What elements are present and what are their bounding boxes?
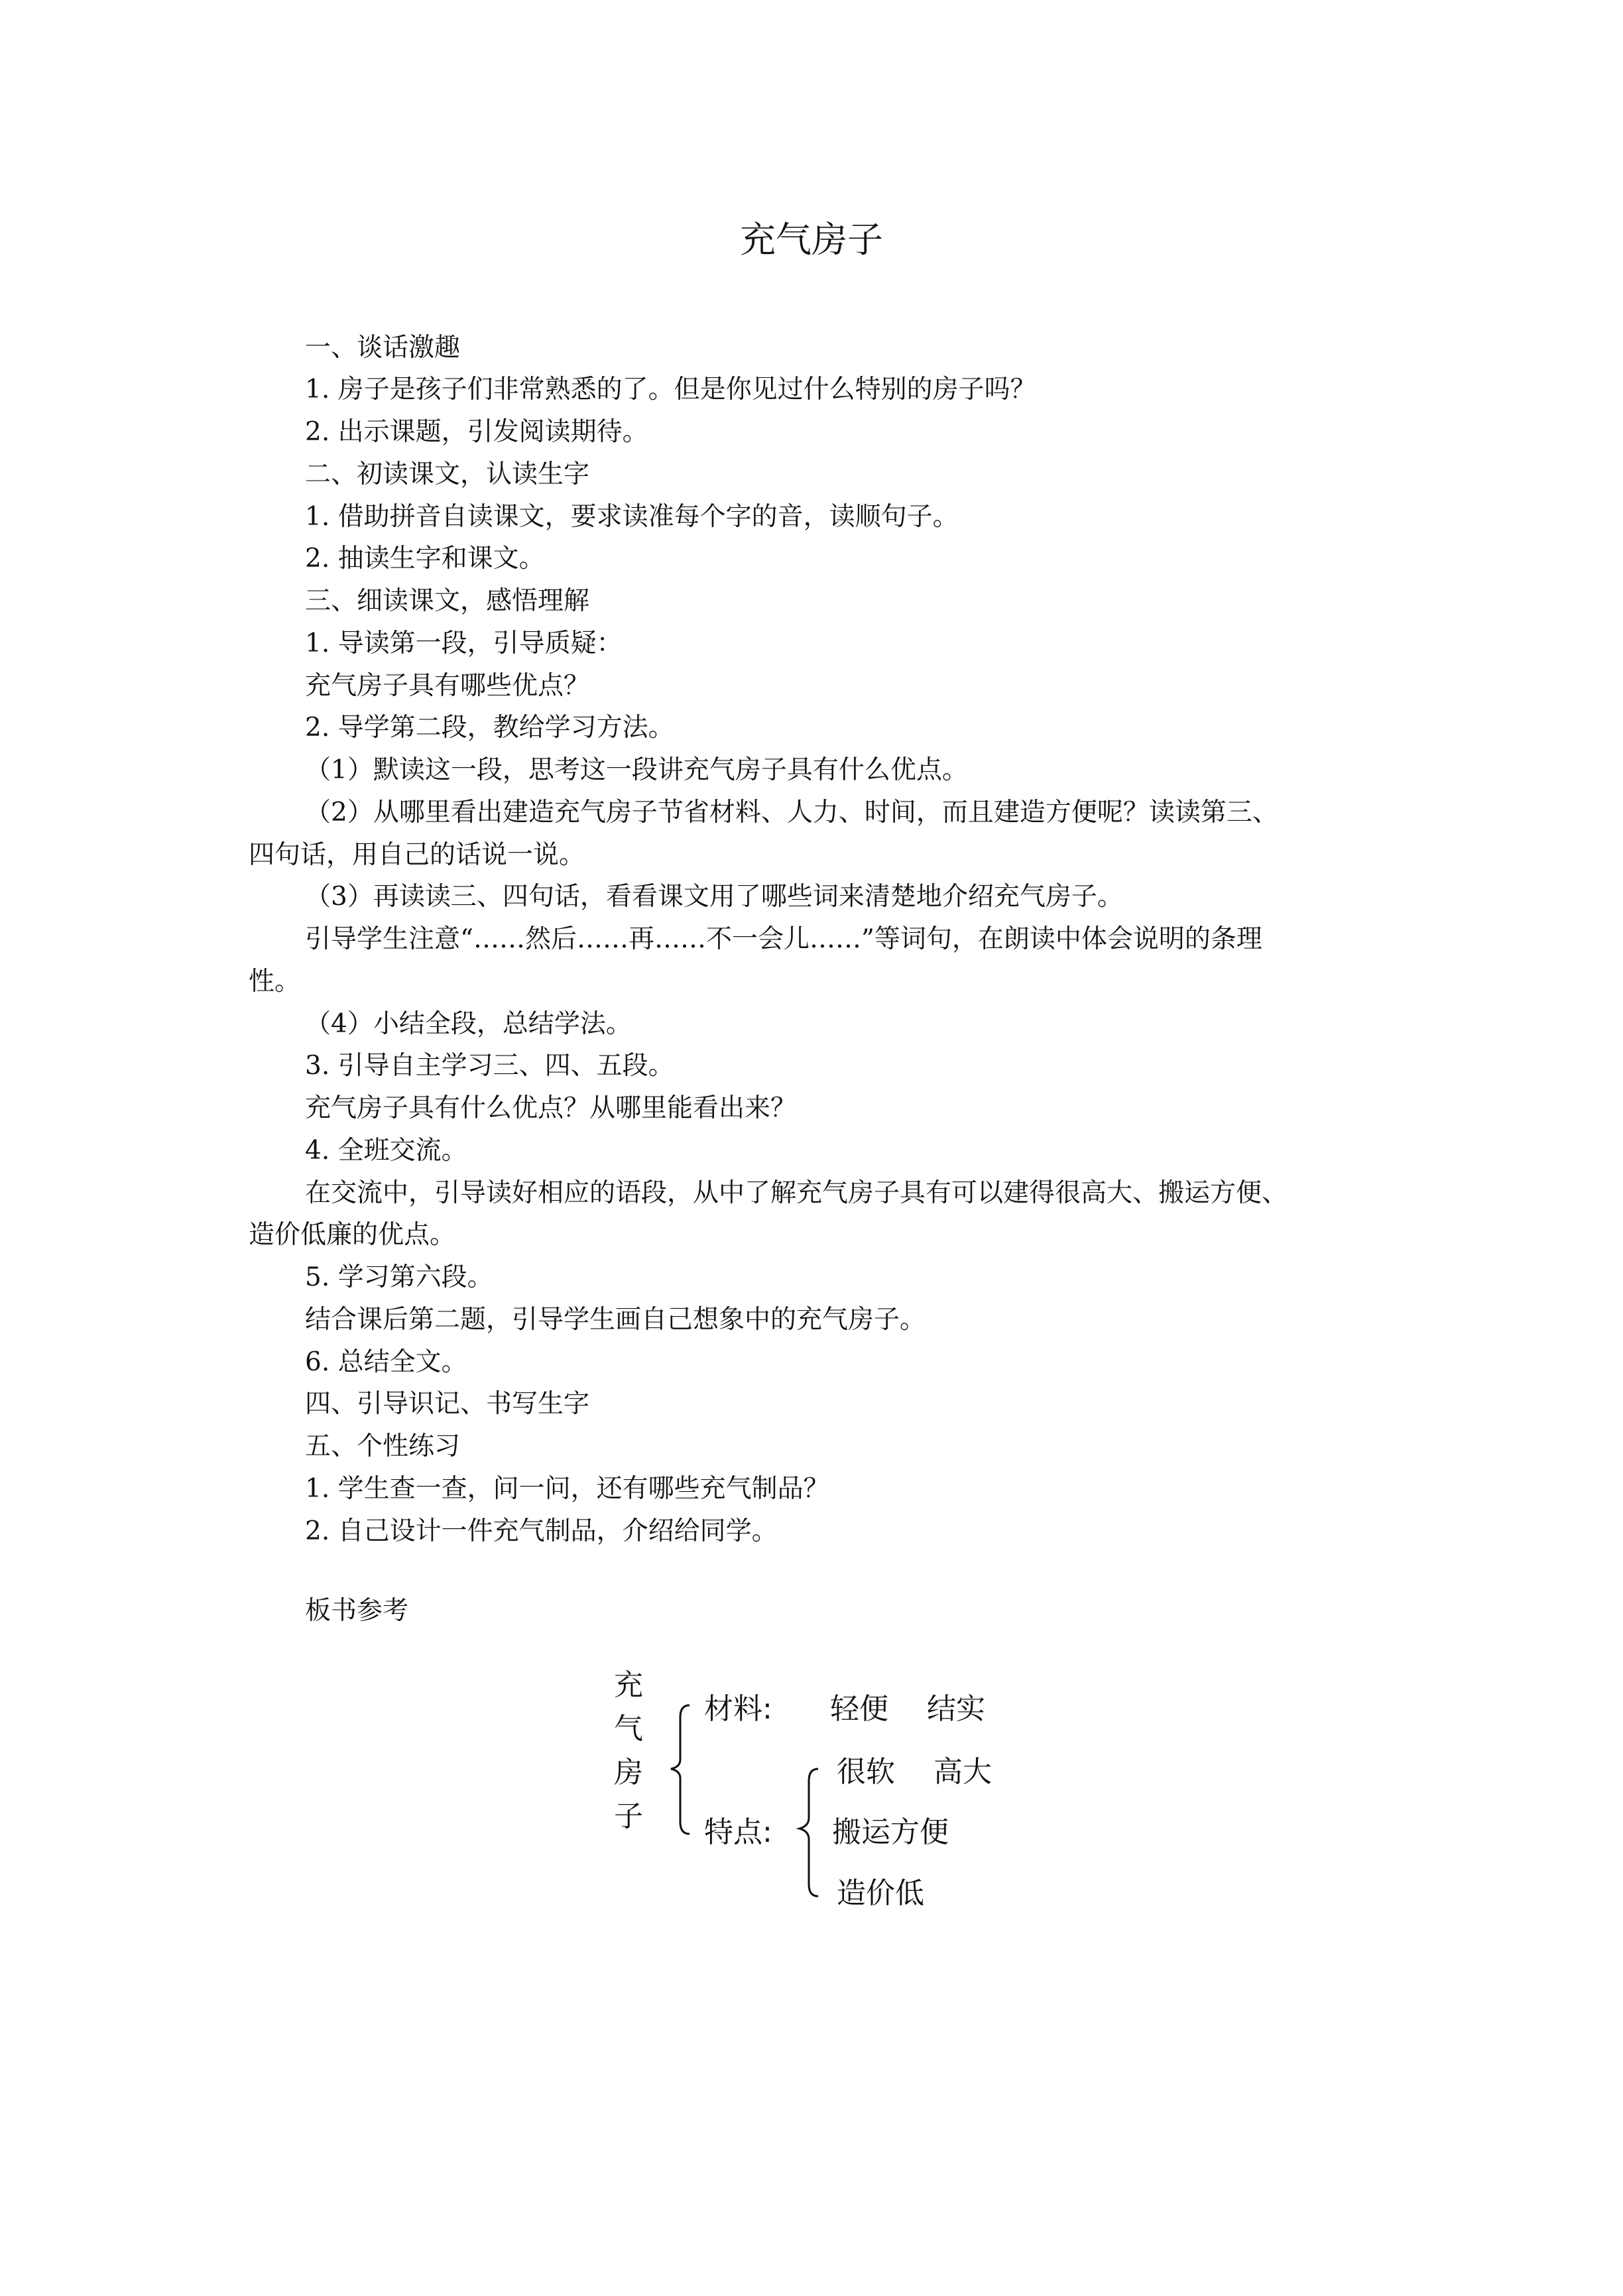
list-item: 5. 学习第六段。 bbox=[305, 1262, 493, 1292]
list-item: 1. 导读第一段，引导质疑： bbox=[305, 629, 623, 658]
paragraph-line: 充气房子具有哪些优点？ bbox=[305, 671, 590, 701]
section-heading-1: 一、谈话激趣 bbox=[305, 333, 461, 363]
sub-item: （1）默读这一段，思考这一段讲充气房子具有什么优点。 bbox=[305, 755, 968, 785]
sub-item: （3）再读读三、四句话，看看课文用了哪些词来清楚地介绍充气房子。 bbox=[305, 882, 1123, 912]
page-title: 充气房子 bbox=[740, 219, 883, 261]
list-item: 2. 导学第二段，教给学习方法。 bbox=[305, 713, 674, 743]
paragraph-line: 结合课后第二题，引导学生画自己想象中的充气房子。 bbox=[305, 1305, 926, 1335]
paragraph-line: 充气房子具有什么优点？从哪里能看出来？ bbox=[305, 1093, 797, 1123]
board-materials-item: 轻便 bbox=[830, 1692, 888, 1726]
board-features-item: 很软 bbox=[837, 1755, 895, 1789]
section-heading-3: 三、细读课文，感悟理解 bbox=[305, 586, 590, 616]
board-features-label: 特点: bbox=[704, 1815, 772, 1849]
board-topic-char: 子 bbox=[614, 1799, 643, 1833]
section-heading-4: 四、引导识记、书写生字 bbox=[305, 1389, 590, 1419]
section-heading-2: 二、初读课文，认读生字 bbox=[305, 459, 590, 489]
paragraph-line: 在交流中，引导读好相应的语段，从中了解充气房子具有可以建得很高大、搬运方便、 bbox=[305, 1178, 1288, 1208]
outer-brace bbox=[671, 1705, 690, 1834]
sub-item: （4）小结全段，总结学法。 bbox=[305, 1009, 632, 1039]
list-item: 1. 房子是孩子们非常熟悉的了。但是你见过什么特别的房子吗？ bbox=[305, 375, 1036, 404]
paragraph-line: 四句话，用自己的话说一说。 bbox=[249, 840, 585, 870]
list-item: 6. 总结全文。 bbox=[305, 1347, 467, 1377]
list-item: 3. 引导自主学习三、四、五段。 bbox=[305, 1051, 674, 1081]
list-item: 2. 出示课题，引发阅读期待。 bbox=[305, 417, 648, 447]
inner-brace bbox=[800, 1769, 818, 1896]
sub-item: （2）从哪里看出建造充气房子节省材料、人力、时间，而且建造方便呢？读读第三、 bbox=[305, 798, 1278, 827]
board-features-item: 高大 bbox=[933, 1755, 992, 1789]
list-item: 2. 抽读生字和课文。 bbox=[305, 544, 545, 574]
board-topic-char: 气 bbox=[614, 1712, 643, 1746]
paragraph-line: 性。 bbox=[249, 967, 301, 997]
board-heading: 板书参考 bbox=[305, 1596, 409, 1626]
board-topic-char: 房 bbox=[614, 1756, 643, 1789]
list-item: 2. 自己设计一件充气制品，介绍给同学。 bbox=[305, 1516, 778, 1546]
board-features-item: 搬运方便 bbox=[832, 1815, 949, 1849]
list-item: 4. 全班交流。 bbox=[305, 1136, 467, 1166]
list-item: 1. 借助拼音自读课文，要求读准每个字的音，读顺句子。 bbox=[305, 502, 959, 532]
board-materials-item: 结实 bbox=[927, 1692, 985, 1726]
list-item: 1. 学生查一查，问一问，还有哪些充气制品？ bbox=[305, 1474, 829, 1504]
section-heading-5: 五、个性练习 bbox=[305, 1431, 461, 1461]
paragraph-line: 造价低廉的优点。 bbox=[249, 1220, 456, 1250]
paragraph-line: 引导学生注意“……然后……再……不一会儿……”等词句，在朗读中体会说明的条理 bbox=[305, 924, 1262, 954]
board-topic-char: 充 bbox=[614, 1668, 643, 1702]
board-materials-label: 材料: bbox=[704, 1692, 772, 1726]
board-features-item: 造价低 bbox=[837, 1876, 924, 1910]
